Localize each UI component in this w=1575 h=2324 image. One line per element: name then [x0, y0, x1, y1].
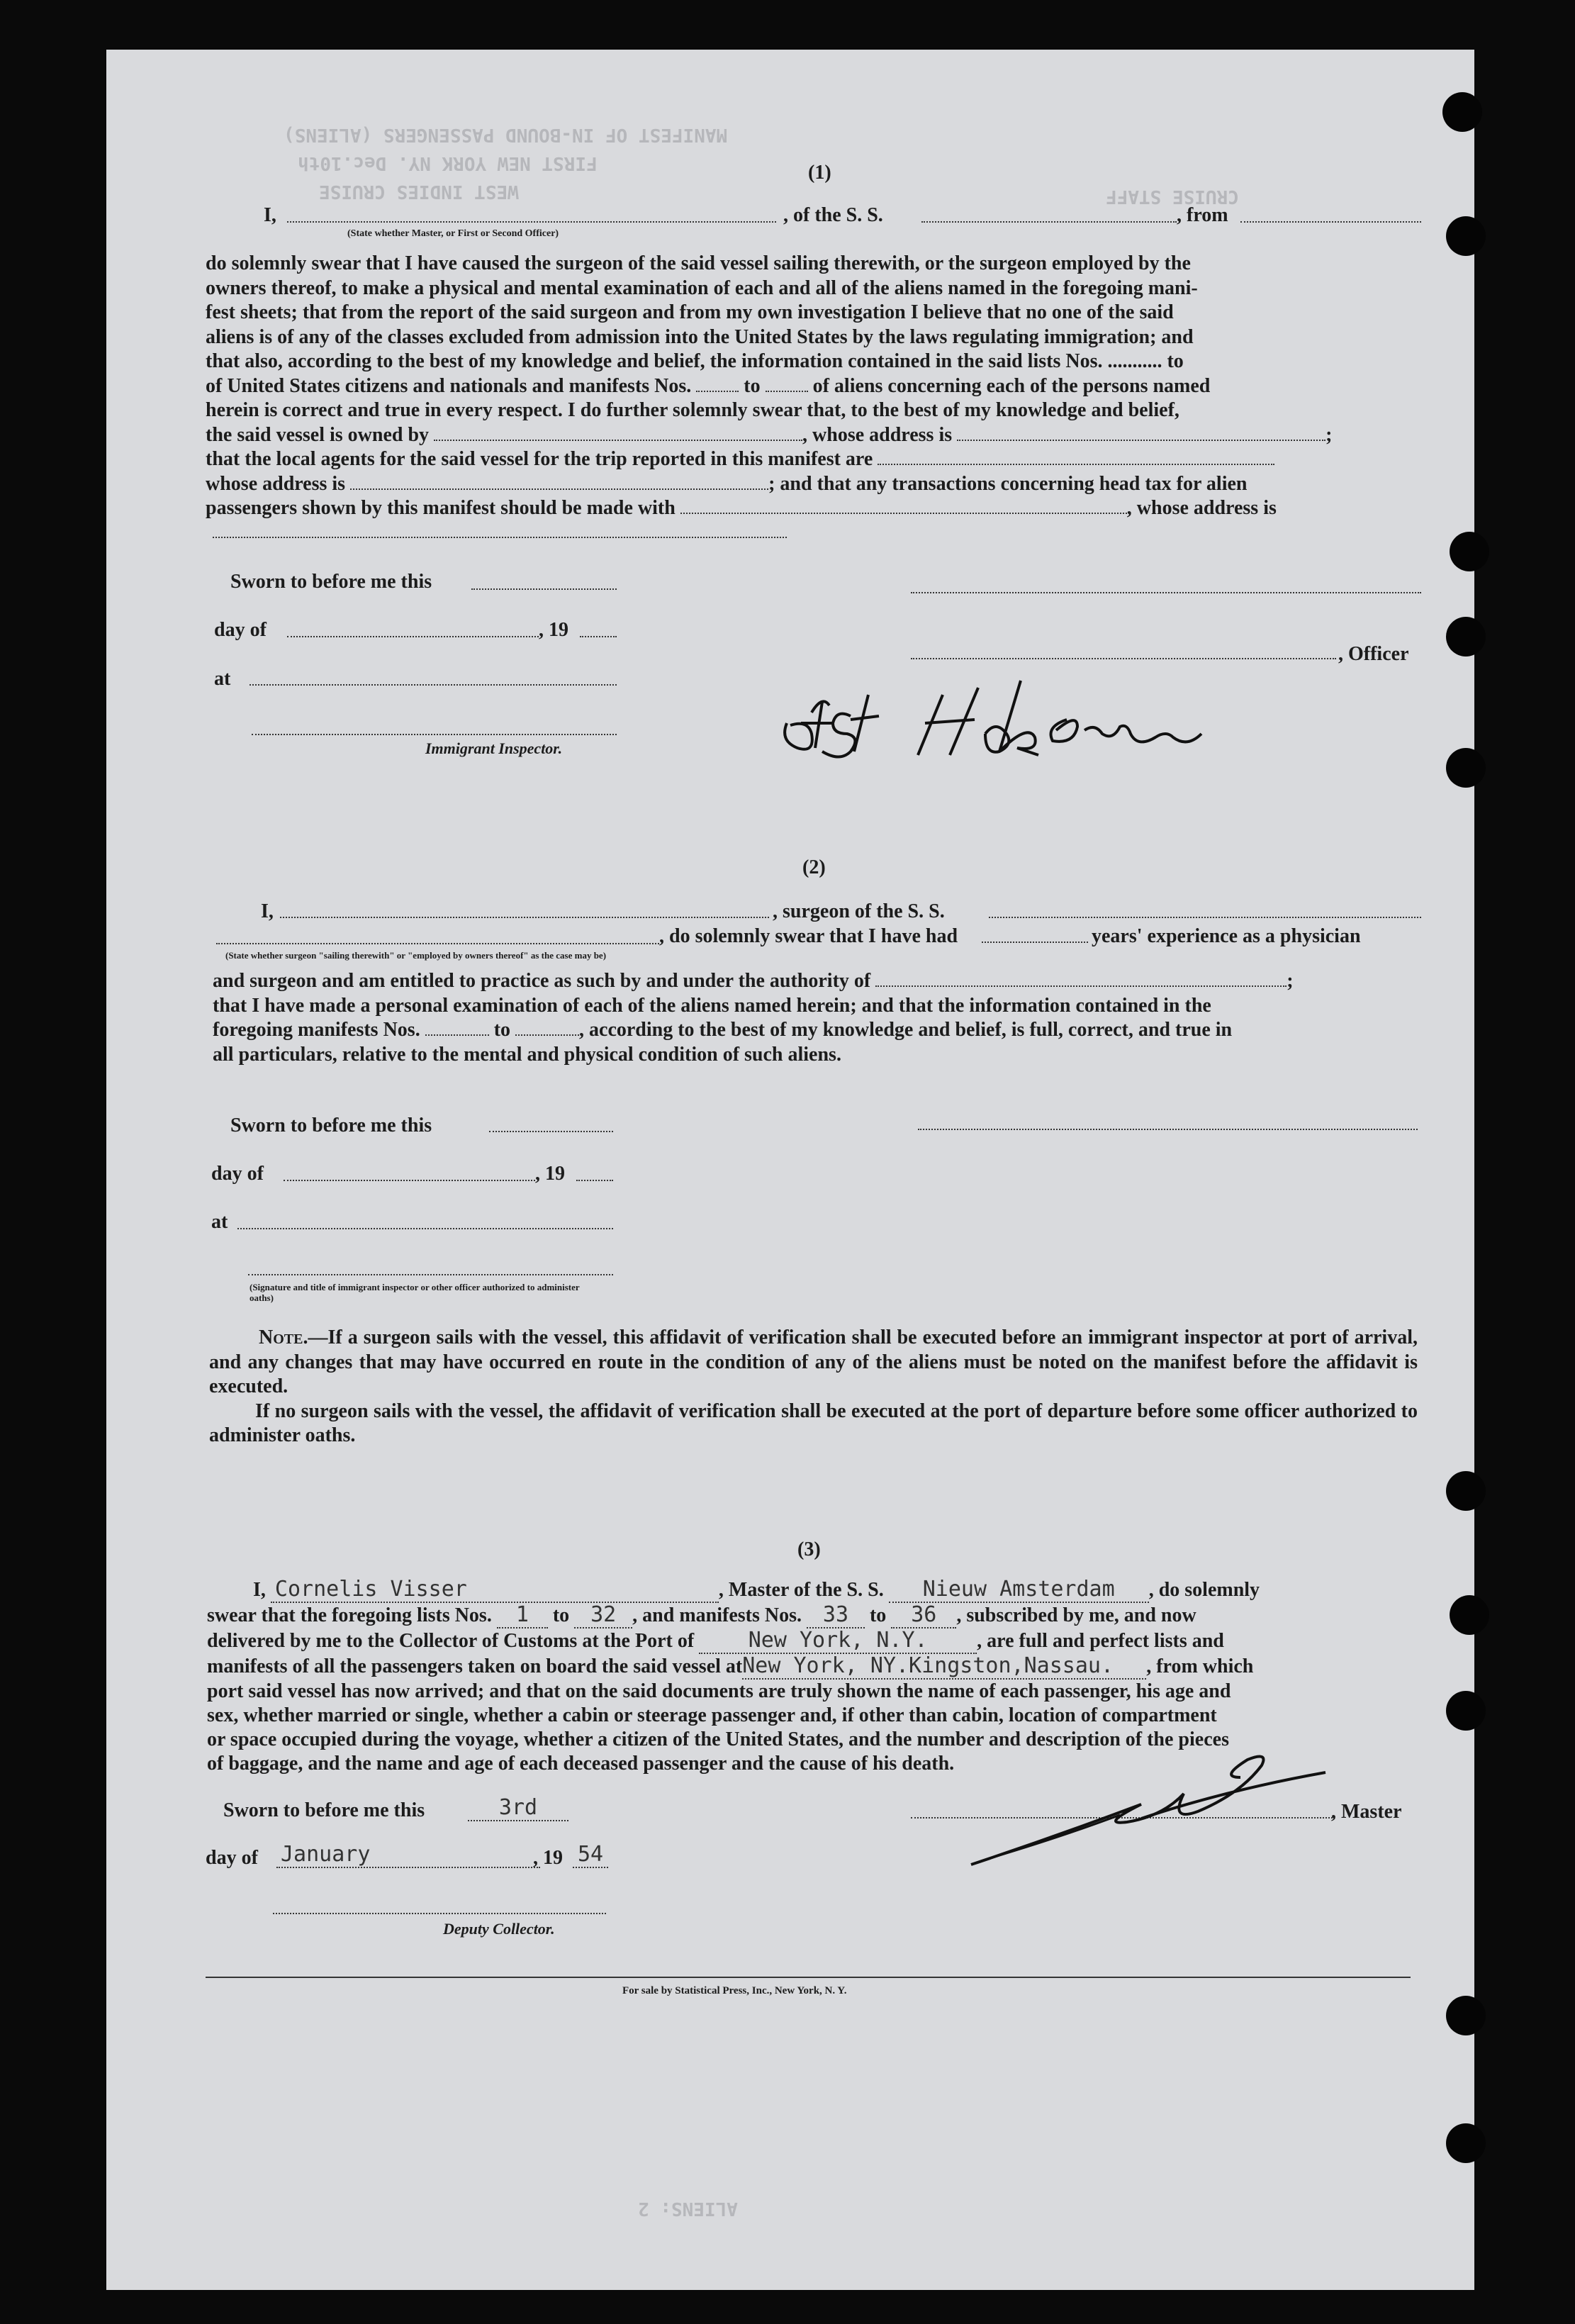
s1-sworn-label: Sworn to before me this [230, 571, 432, 593]
punch-hole [1442, 92, 1482, 132]
s2-swear-b: years' experience as a physician [1092, 925, 1361, 947]
s1-officer-note: (State whether Master, or First or Second Officer) [347, 228, 559, 239]
s1-line8: the said vessel is owned by , whose address is ; [206, 423, 1333, 446]
s1-i-label: I, [264, 204, 276, 226]
s1-body-line: that also, according to the best of my knowledge and belief, the information contained in the said lists Nos. ........... to [206, 350, 1184, 372]
s2-day-of-label: day of [211, 1163, 264, 1185]
s1-line6: of United States citizens and nationals and manifests Nos. to of aliens concerning each of the persons named [206, 374, 1211, 397]
punch-hole [1446, 1471, 1486, 1511]
master-signature [964, 1751, 1347, 1872]
s3-day-of-label: day of [206, 1847, 258, 1869]
s1-body-line: do solemnly swear that I have caused the surgeon of the said vessel sailing therewith, or the surgeon employed by the [206, 252, 1191, 274]
s2-signature-note: (Signature and title of immigrant inspector or other officer authorized to administer oaths) [250, 1282, 580, 1303]
s2-sworn-line [489, 1131, 613, 1132]
sworn-day-field: 3rd [468, 1795, 568, 1821]
s3-master-label: , Master [1331, 1801, 1402, 1823]
s1-at-label: at [214, 668, 231, 690]
s1-day-of-label: day of [214, 619, 267, 641]
s1-officer-label: , Officer [1338, 643, 1409, 665]
s2-state-note: (State whether surgeon "sailing therewith" or "employed by owners thereof" as the case may be) [225, 950, 607, 961]
bleed-through-line: CRUISE STAFF [1106, 186, 1239, 207]
s3-body-line: of baggage, and the name and age of each deceased passenger and the cause of his death. [207, 1753, 955, 1775]
port-field: New York, N.Y. [699, 1629, 977, 1654]
section-2-number: (2) [802, 856, 826, 878]
s1-body-line: aliens is of any of the classes excluded from admission into the United States by the laws regulating immigration; and [206, 325, 1194, 348]
master-name-field: Cornelis Visser [271, 1577, 719, 1603]
footer-rule [206, 1977, 1411, 1978]
s2-at-line [237, 1228, 613, 1229]
s3-body-line: or space occupied during the voyage, whether a citizen of the United States, and the number and description of the pieces [207, 1728, 1229, 1750]
manifest-from-field: 33 [807, 1603, 865, 1629]
s3-body-line: sex, whether married or single, whether a cabin or steerage passenger and, if other than cabin, location of compartment [207, 1704, 1217, 1726]
manifest-to-field: 36 [891, 1603, 956, 1629]
s1-body-line: fest sheets; that from the report of the said surgeon and from my own investigation I believe that no one of the said [206, 301, 1174, 323]
s1-from-line [1240, 221, 1421, 223]
punch-hole [1446, 748, 1486, 788]
s1-inspector-line [252, 734, 617, 735]
bleed-through-line: FIRST NEW YORK NY. Dec.10th [298, 152, 598, 174]
section-2-note: Note.—If a surgeon sails with the vessel, this affidavit of verification shall be executed before an immigrant inspector at port of arrival, and any changes that may have occurred en route in the condition of any of the aliens must be noted on the manifest before the affidavit is executed. If no surgeon sails with the vessel, the affidavit of verification shall be executed at the port of departure before some officer authorized to administer oaths. [209, 1326, 1418, 1446]
punch-hole [1446, 2123, 1486, 2163]
s1-body-line: owners thereof, to make a physical and mental examination of each and all of the aliens named in the foregoing mani- [206, 276, 1198, 299]
s2-i-label: I, [261, 900, 274, 922]
s1-line11: passengers shown by this manifest should be made with , whose address is [206, 497, 1277, 519]
s2-surgeon-sign-line [918, 1129, 1418, 1130]
year-field: 54 [573, 1842, 608, 1868]
s2-at-label: at [211, 1211, 228, 1233]
bleed-through-title: MANIFEST OF IN-BOUND PASSENGERS (ALIENS) [284, 124, 728, 145]
s1-from: , from [1177, 204, 1228, 226]
s3-body-line: port said vessel has now arrived; and that on the said documents are truly shown the name of each passenger, his age and [207, 1680, 1231, 1702]
s1-officer-sign-line-2 [911, 658, 1336, 659]
s1-line9: that the local agents for the said vessel for the trip reported in this manifest are [206, 447, 1425, 472]
s3-deputy-line [273, 1913, 606, 1914]
punch-hole [1450, 532, 1489, 571]
s2-name-line [280, 917, 769, 918]
section-3-number: (3) [797, 1538, 821, 1560]
section-3-body: I, Cornelis Visser , Master of the S. S. Nieuw Amsterdam , do solemnly swear that the foregoing lists Nos. 1 to 32 , and manifests Nos. 33 to 36 , subscribed by me, and now delivered by me to the Collector of Customs at the Port of New York, N.Y. , are full and perfect lists and manifests of all the passengers taken on board the said vessel atNew York, NY.Kingston,Nassau. , from which port said vessel has now arrived; and that on the said documents are truly shown the name of each passenger, his age and sex, whether married or single, whether a cabin or steerage passenger and, if other than cabin, location of compartment or space occupied during the voyage, whether a citizen of the United States, and the number and description of the pieces of baggage, and the name and age of each deceased passenger and the cause of his death. [207, 1577, 1420, 1776]
s2-signature-line [248, 1274, 613, 1275]
s2-surgeon-of: , surgeon of the S. S. [773, 900, 945, 922]
s1-line7: herein is correct and true in every respect. I do further solemnly swear that, to the best of my knowledge and belief, [206, 399, 1179, 421]
s2-ship-line [989, 917, 1421, 918]
s1-of-ss: , of the S. S. [783, 204, 883, 226]
ports-taken-field: New York, NY.Kingston,Nassau. [742, 1654, 1146, 1680]
s1-year-line [580, 636, 617, 637]
s2-year-line [576, 1180, 613, 1181]
punch-hole [1446, 216, 1486, 256]
footer-publisher: For sale by Statistical Press, Inc., New York, N. Y. [622, 1985, 847, 1996]
s2-day-line [284, 1180, 535, 1181]
section-1-body [206, 252, 1425, 521]
s1-sworn-line [471, 588, 617, 590]
bleed-through-line: ALIENS: 2 [638, 2198, 738, 2219]
s1-ship-line [921, 221, 1177, 223]
s2-sworn-label: Sworn to before me this [230, 1114, 432, 1136]
s1-at-line [250, 684, 617, 686]
punch-hole [1446, 1691, 1486, 1731]
s3-deputy-label: Deputy Collector. [443, 1920, 555, 1938]
punch-hole [1446, 1996, 1486, 2035]
s1-day-line [287, 636, 539, 637]
bleed-through-line: WEST INDIES CRUISE [319, 181, 519, 202]
s2-state-line [216, 943, 659, 944]
note-label: Note. [259, 1326, 308, 1348]
s2-years-line [982, 942, 1088, 943]
s1-year-prefix: , 19 [539, 619, 568, 641]
list-from-field: 1 [497, 1603, 548, 1629]
s3-sworn-label: Sworn to before me this [223, 1799, 425, 1821]
list-to-field: 32 [574, 1603, 632, 1629]
s1-officer-sign-line-1 [911, 592, 1421, 593]
handwritten-address-annotation [773, 674, 1311, 766]
s1-line10: whose address is ; and that any transactions concerning head tax for alien [206, 472, 1248, 495]
s1-inspector-label: Immigrant Inspector. [425, 739, 563, 757]
ship-name-field: Nieuw Amsterdam [889, 1577, 1149, 1603]
section-2-body: and surgeon and am entitled to practice as such by and under the authority of ; that I have made a personal examination of each of the aliens named herein; and that the information contained in the foregoing manifests Nos. to , according to the best of my knowledge and belief, is full, correct, and true in all particulars, relative to the mental and physical condition of such aliens. [213, 970, 1294, 1066]
section-1-number: (1) [808, 162, 831, 184]
s1-address-line [213, 537, 787, 538]
s2-year-prefix: , 19 [535, 1163, 565, 1185]
s1-officer-line [287, 221, 776, 223]
s3-year-prefix: , 19 [533, 1847, 563, 1869]
punch-hole [1446, 617, 1486, 657]
month-field: January [276, 1842, 540, 1868]
s2-swear-a: , do solemnly swear that I have had [659, 925, 958, 947]
punch-hole [1450, 1595, 1489, 1635]
